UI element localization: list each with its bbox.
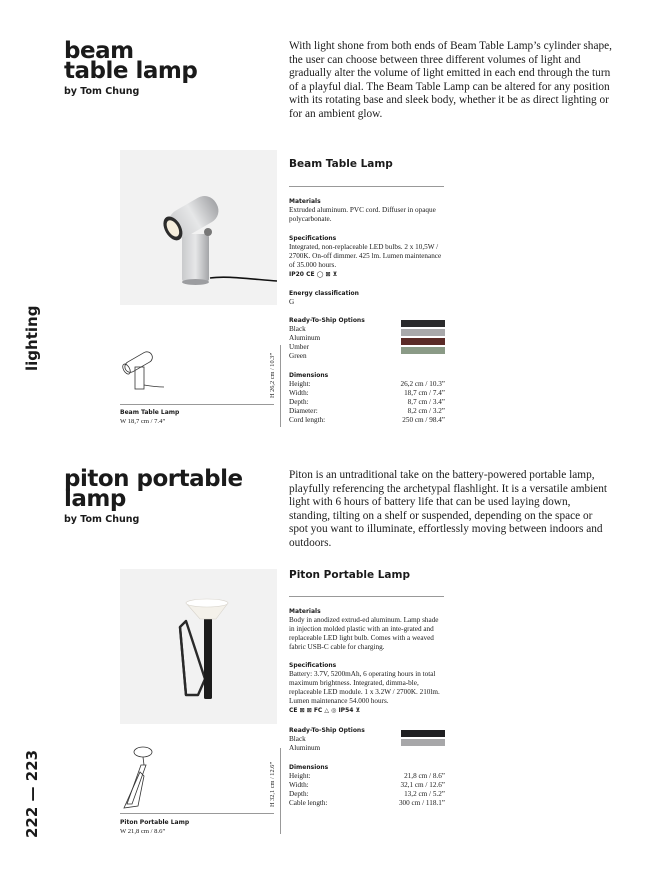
dimension-label: Depth: [289, 398, 309, 406]
dimension-value: 21,8 cm / 8.6” [404, 772, 445, 780]
piton-dimension-row [289, 781, 445, 790]
beam-caption-width: W 18,7 cm / 7.4” [120, 418, 166, 425]
dimension-label: Cord length: [289, 416, 326, 424]
piton-materials [289, 607, 445, 652]
beam-specifications [289, 234, 445, 279]
piton-byline: by Tom Chung [64, 514, 140, 525]
beam-swatch-aluminum [401, 329, 445, 336]
piton-caption-name: Piton Portable Lamp [120, 819, 190, 826]
piton-options [289, 726, 445, 753]
beam-spec-title: Beam Table Lamp [289, 158, 393, 170]
dimension-value: 8,7 cm / 3.4” [407, 398, 445, 406]
beam-cert-marks: IP20 CE ◯ ⊠ ⊻ [289, 271, 338, 278]
piton-drawing-vertical-line [280, 748, 281, 834]
beam-drawing-image [120, 345, 164, 393]
piton-materials-text: Body in anodized extrud-ed aluminum. Lamp shade in injection molded plastic with an inte-grated and replaceable LED light bulb. Comes with a weaved fabric USB-C cable for charging. [289, 616, 439, 651]
beam-option-label: Black [289, 325, 306, 333]
dimension-value: 8,2 cm / 3.2” [407, 407, 445, 415]
piton-options-heading: Ready-To-Ship Options [289, 727, 365, 734]
dimension-label: Height: [289, 380, 311, 388]
beam-dimension-row [289, 416, 445, 425]
beam-lamp-image [120, 150, 277, 305]
beam-dimension-row [289, 407, 445, 416]
beam-spec-rule [289, 186, 444, 187]
dimension-label: Width: [289, 781, 309, 789]
piton-materials-heading: Materials [289, 608, 321, 615]
piton-spec-rule [289, 596, 444, 597]
piton-swatch-black [401, 730, 445, 737]
piton-dimension-row [289, 772, 445, 781]
beam-dimension-row [289, 380, 445, 389]
piton-title-line2: lamp [64, 486, 126, 512]
dimension-label: Cable length: [289, 799, 328, 807]
dimension-label: Depth: [289, 790, 309, 798]
piton-dimension-row [289, 799, 445, 808]
beam-options-heading: Ready-To-Ship Options [289, 317, 365, 324]
piton-dimensions-heading: Dimensions [289, 764, 329, 771]
dimension-label: Height: [289, 772, 311, 780]
dimension-value: 13,2 cm / 5.2” [404, 790, 445, 798]
beam-drawing-vertical-line [280, 345, 281, 427]
beam-dimension-row [289, 389, 445, 398]
beam-option-label: Green [289, 352, 307, 360]
dimension-value: 26,2 cm / 10.3” [400, 380, 445, 388]
piton-specifications [289, 661, 445, 715]
dimension-value: 32,1 cm / 12.6” [400, 781, 445, 789]
beam-swatch-umber [401, 338, 445, 345]
beam-swatch-green [401, 347, 445, 354]
piton-title-line1: piton portable [64, 466, 243, 492]
section-label: lighting [23, 305, 41, 371]
piton-drawing-image [118, 746, 158, 812]
piton-spec-title: Piton Portable Lamp [289, 569, 410, 581]
piton-product-photo [120, 569, 277, 724]
dimension-label: Width: [289, 389, 309, 397]
piton-dimensions [289, 763, 445, 808]
piton-lamp-image [120, 569, 277, 724]
beam-energy-heading: Energy classification [289, 290, 359, 297]
piton-specifications-heading: Specifications [289, 662, 337, 669]
beam-dimensions-heading: Dimensions [289, 372, 329, 379]
beam-drawing-height: H 26,2 cm / 10.3” [269, 352, 276, 398]
beam-title-line1: beam [64, 38, 134, 64]
dimension-value: 18,7 cm / 7.4” [404, 389, 445, 397]
beam-swatch-black [401, 320, 445, 327]
page-numbers: 222 — 223 [23, 749, 41, 838]
piton-intro: Piton is an untraditional take on the battery-powered portable lamp, playfully referencing the archetypal flashlight. It is a versatile ambient light with 6 hours of battery life that can be used laying down, standing, tilting on a shelf or suspended, depending on the space or spot you want to illuminate, effortlessly moving between indoors and outdoors. [289, 469, 608, 549]
beam-caption-name: Beam Table Lamp [120, 409, 180, 416]
beam-title-line2: table lamp [64, 58, 198, 84]
beam-product-photo [120, 150, 277, 305]
piton-caption-width: W 21,8 cm / 8.6” [120, 828, 166, 835]
piton-dimension-row [289, 790, 445, 799]
piton-drawing-height: H 32,1 cm / 12.6” [269, 761, 276, 807]
beam-drawing-baseline [120, 404, 274, 405]
beam-dimension-row [289, 398, 445, 407]
dimension-label: Diameter: [289, 407, 318, 415]
beam-options [289, 316, 445, 361]
piton-swatch-aluminum [401, 739, 445, 746]
piton-option-label: Aluminum [289, 744, 321, 752]
piton-drawing-baseline [120, 813, 274, 814]
beam-option-label: Aluminum [289, 334, 321, 342]
piton-line-drawing [118, 746, 158, 812]
beam-specifications-text: Integrated, non-replaceable LED bulbs. 2 x 10,5W / 2700K. On-off dimmer. 425 lm. Lumen maintenance of 35.000 hours. [289, 243, 442, 269]
beam-energy-value: G [289, 298, 295, 306]
beam-specifications-heading: Specifications [289, 235, 337, 242]
piton-specifications-text: Battery: 3.7V, 5200mAh, 6 operating hours in total maximum brightness. Integrated, dimma-ble, replaceable LED module. 1 x 3.2W / 2700K. 210lm. Lumen maintenance 54.000 hours. [289, 670, 440, 705]
piton-title [64, 466, 243, 512]
beam-materials-heading: Materials [289, 198, 321, 205]
beam-option-label: Umber [289, 343, 309, 351]
dimension-value: 300 cm / 118.1” [398, 799, 445, 807]
piton-option-label: Black [289, 735, 306, 743]
beam-line-drawing [120, 345, 164, 393]
piton-cert-marks: CE ⊠ ⊠ FC △ ◎ IP54 ⊻ [289, 707, 361, 714]
beam-energy [289, 289, 444, 307]
dimension-value: 250 cm / 98.4” [402, 416, 445, 424]
beam-materials-text: Extruded aluminum. PVC cord. Diffuser in opaque polycarbonate. [289, 206, 436, 223]
beam-intro: With light shone from both ends of Beam Table Lamp’s cylinder shape, the user can choose between three different volumes of light and gradually alter the volume of light emitted in each end through the turn of a playful dial. The Beam Table Lamp can be altered for any position with its rotating base and sleek body, whether it be as direct lighting or for an ambient glow. [289, 40, 612, 120]
beam-dimensions [289, 371, 445, 425]
beam-title [64, 38, 198, 84]
beam-materials [289, 197, 444, 224]
beam-byline: by Tom Chung [64, 86, 140, 97]
